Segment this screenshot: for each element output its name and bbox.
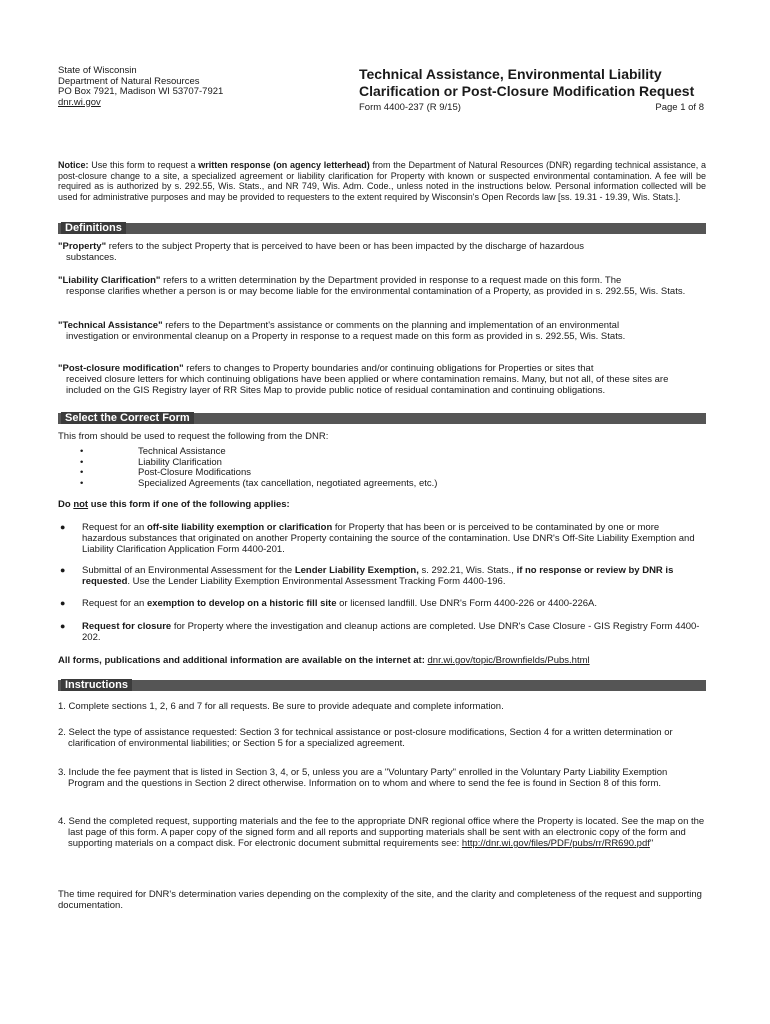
definition-text: substances.: [66, 252, 117, 263]
exclusion-text: Request for an: [82, 522, 147, 533]
agency-website-link[interactable]: dnr.wi.gov: [58, 96, 101, 108]
definition-text: response clarifies whether a person is or may become liable for the environmental contamination of a Property, as provided in s. 292.55, Wis. Stats.: [66, 286, 686, 297]
all-forms-text: All forms, publications and additional information are available on the internet at:: [58, 655, 428, 666]
exclusion-bold: if no response or review by DNR is requested: [82, 565, 674, 587]
notice-paragraph: [58, 160, 706, 202]
exclusion-text: or licensed landfill. Use DNR's Form 4400-226 or 4400-226A.: [336, 598, 598, 609]
do-not-use-heading: [58, 499, 706, 510]
notice-text: Use this form to request a: [88, 160, 199, 170]
all-forms-line: [58, 655, 706, 666]
instruction-text: 4. Send the completed request, supporting materials and the fee to the appropriate DNR regional office where the Property is located. See the map on the last page of this form. A paper copy of the signed form and all reports and supporting materials shall be sent with an electronic copy of the form and supporting materials on a compact disk. For electronic document submittal requirements see:: [58, 816, 705, 849]
definition-property: [58, 241, 706, 263]
do-not-emphasis: not: [73, 499, 89, 510]
list-item: • Specialized Agreements (tax cancellation, negotiated agreements, etc.): [80, 479, 640, 490]
section-bar-select-form: [58, 413, 706, 424]
instruction-item: 1. Complete sections 1, 2, 6 and 7 for all requests. Be sure to provide adequate and complete information.: [58, 701, 504, 712]
exclusion-text: Submittal of an Environmental Assessment for the: [82, 565, 295, 576]
exclusion-bold: Request for closure: [82, 621, 172, 632]
definition-liability-clarification: [58, 275, 706, 297]
agency-line: PO Box 7921, Madison WI 53707-7921: [58, 86, 224, 97]
exclusion-text: s. 292.21, Wis. Stats.,: [418, 565, 517, 576]
notice-label: Notice:: [58, 160, 89, 170]
exclusion-item: [58, 565, 706, 587]
definition-term: "Liability Clarification": [58, 275, 161, 286]
list-item: • Technical Assistance: [80, 447, 640, 458]
notice-bold: written response (on agency letterhead): [198, 160, 370, 170]
instruction-item: [58, 816, 706, 849]
exclusion-bold: off-site liability exemption or clarification: [146, 522, 333, 533]
exclusion-bold: Lender Liability Exemption,: [294, 565, 419, 576]
exclusion-text: for Property where the investigation and cleanup actions are completed. Use DNR's Case Closure - GIS Registry Form 4400-202.: [82, 621, 700, 643]
form-number-line: [359, 102, 704, 113]
instruction-item: 2. Select the type of assistance requested: Section 3 for technical assistance or post-closure modifications, Section 4 for a written determination or clarification of environmental liabilities; or Section 5 for a specialized agreement.: [58, 727, 673, 749]
form-title: Technical Assistance, Environmental Liability Clarification or Post-Closure Modification Request: [359, 66, 695, 99]
notice-text: from the Department of Natural Resources (DNR) regarding technical assistance, a post-closure change to a site, a specialized agreement or liability clarification for Property with known or suspected environmental contamination. A fee will be required as is authorized by s. 292.55, Wis. Stats., and NR 749, Wis. Adm. Code., unless noted in the instructions below. Personal information collected will be used for administrative purposes and may be provided to requesters to the extent required by Wisconsin's Open Records law [ss. 19.31 - 19.39, Wis. Stats.].: [58, 160, 706, 202]
form-number: Form 4400-237 (R 9/15): [359, 102, 461, 113]
definition-text: refers to the subject Property that is perceived to have been or has been impacted by the discharge of hazardous: [106, 241, 585, 252]
instruction-text: ": [649, 838, 654, 849]
agency-line: State of Wisconsin: [58, 65, 137, 76]
definition-post-closure: [58, 363, 706, 396]
exclusion-item: [58, 522, 706, 555]
definition-term: "Property": [58, 241, 107, 252]
definition-text: investigation or environmental cleanup on a Property in response to a request made on this form as provided in s. 292.55, Wis. Stats.: [66, 331, 626, 342]
section-bar-instructions: [58, 680, 706, 691]
definition-text: received closure letters for which continuing obligations have been applied or where contamination remains. Many, but not all, of these sites are included on the GIS Registry layer of RR Sites Map to provide public notice of residual contamination and continuing obligations.: [66, 374, 669, 396]
exclusion-item: [58, 621, 706, 643]
exclusion-text: for Property that has been or is perceived to be contaminated by one or more hazardous substances that originated on another Property containing the source of the contamination. Use DNR's Off-Site Liability Exemption and Liability Clarification Application Form 4400-201.: [82, 522, 695, 555]
definition-text: refers to a written determination by the Department provided in response to a request made on this form. The: [160, 275, 622, 286]
exclusion-text: Request for an: [82, 598, 147, 609]
do-not-text: Do: [58, 499, 74, 510]
agency-line: Department of Natural Resources: [58, 75, 200, 87]
section-bar-definitions: [58, 223, 706, 234]
instruction-item: 3. Include the fee payment that is listed in Section 3, 4, or 5, unless you are a "Voluntary Party" enrolled in the Voluntary Party Liability Exemption Program and the questions in Section 2 direct otherwise. Information on to whom and where to send the fee is found in Section 8 of this form.: [58, 767, 668, 789]
select-intro: This from should be used to request the following from the DNR:: [58, 431, 329, 442]
definition-text: refers to changes to Property boundaries and/or continuing obligations for Properties or sites that: [183, 363, 594, 374]
definition-term: "Technical Assistance": [58, 320, 163, 331]
section-heading: Select the Correct Form: [61, 412, 194, 424]
do-not-text: use this form if one of the following applies:: [88, 499, 290, 510]
definition-technical-assistance: [58, 320, 706, 342]
closing-paragraph: The time required for DNR's determination varies depending on the complexity of the site, and the clarity and completeness of the request and supporting documentation.: [58, 889, 702, 911]
list-item: • Liability Clarification: [80, 458, 640, 469]
rr690-link[interactable]: http://dnr.wi.gov/files/PDF/pubs/rr/RR690.pdf: [461, 838, 650, 849]
exclusion-item: [58, 598, 706, 609]
exclusion-bold: exemption to develop on a historic fill site: [146, 598, 337, 609]
agency-block: [58, 66, 318, 108]
definition-text: refers to the Department's assistance or comments on the planning and implementation of an environmental: [162, 320, 620, 331]
page-number: Page 1 of 8: [655, 102, 704, 113]
pubs-link[interactable]: dnr.wi.gov/topic/Brownfields/Pubs.html: [427, 655, 590, 666]
definition-term: "Post-closure modification": [58, 363, 184, 374]
section-heading: Definitions: [61, 222, 126, 234]
section-heading: Instructions: [61, 679, 132, 691]
exclusion-text: . Use the Lender Liability Exemption Environmental Assessment Tracking Form 4400-196.: [127, 576, 506, 587]
form-use-list: [80, 447, 640, 489]
list-item: • Post-Closure Modifications: [80, 468, 640, 479]
